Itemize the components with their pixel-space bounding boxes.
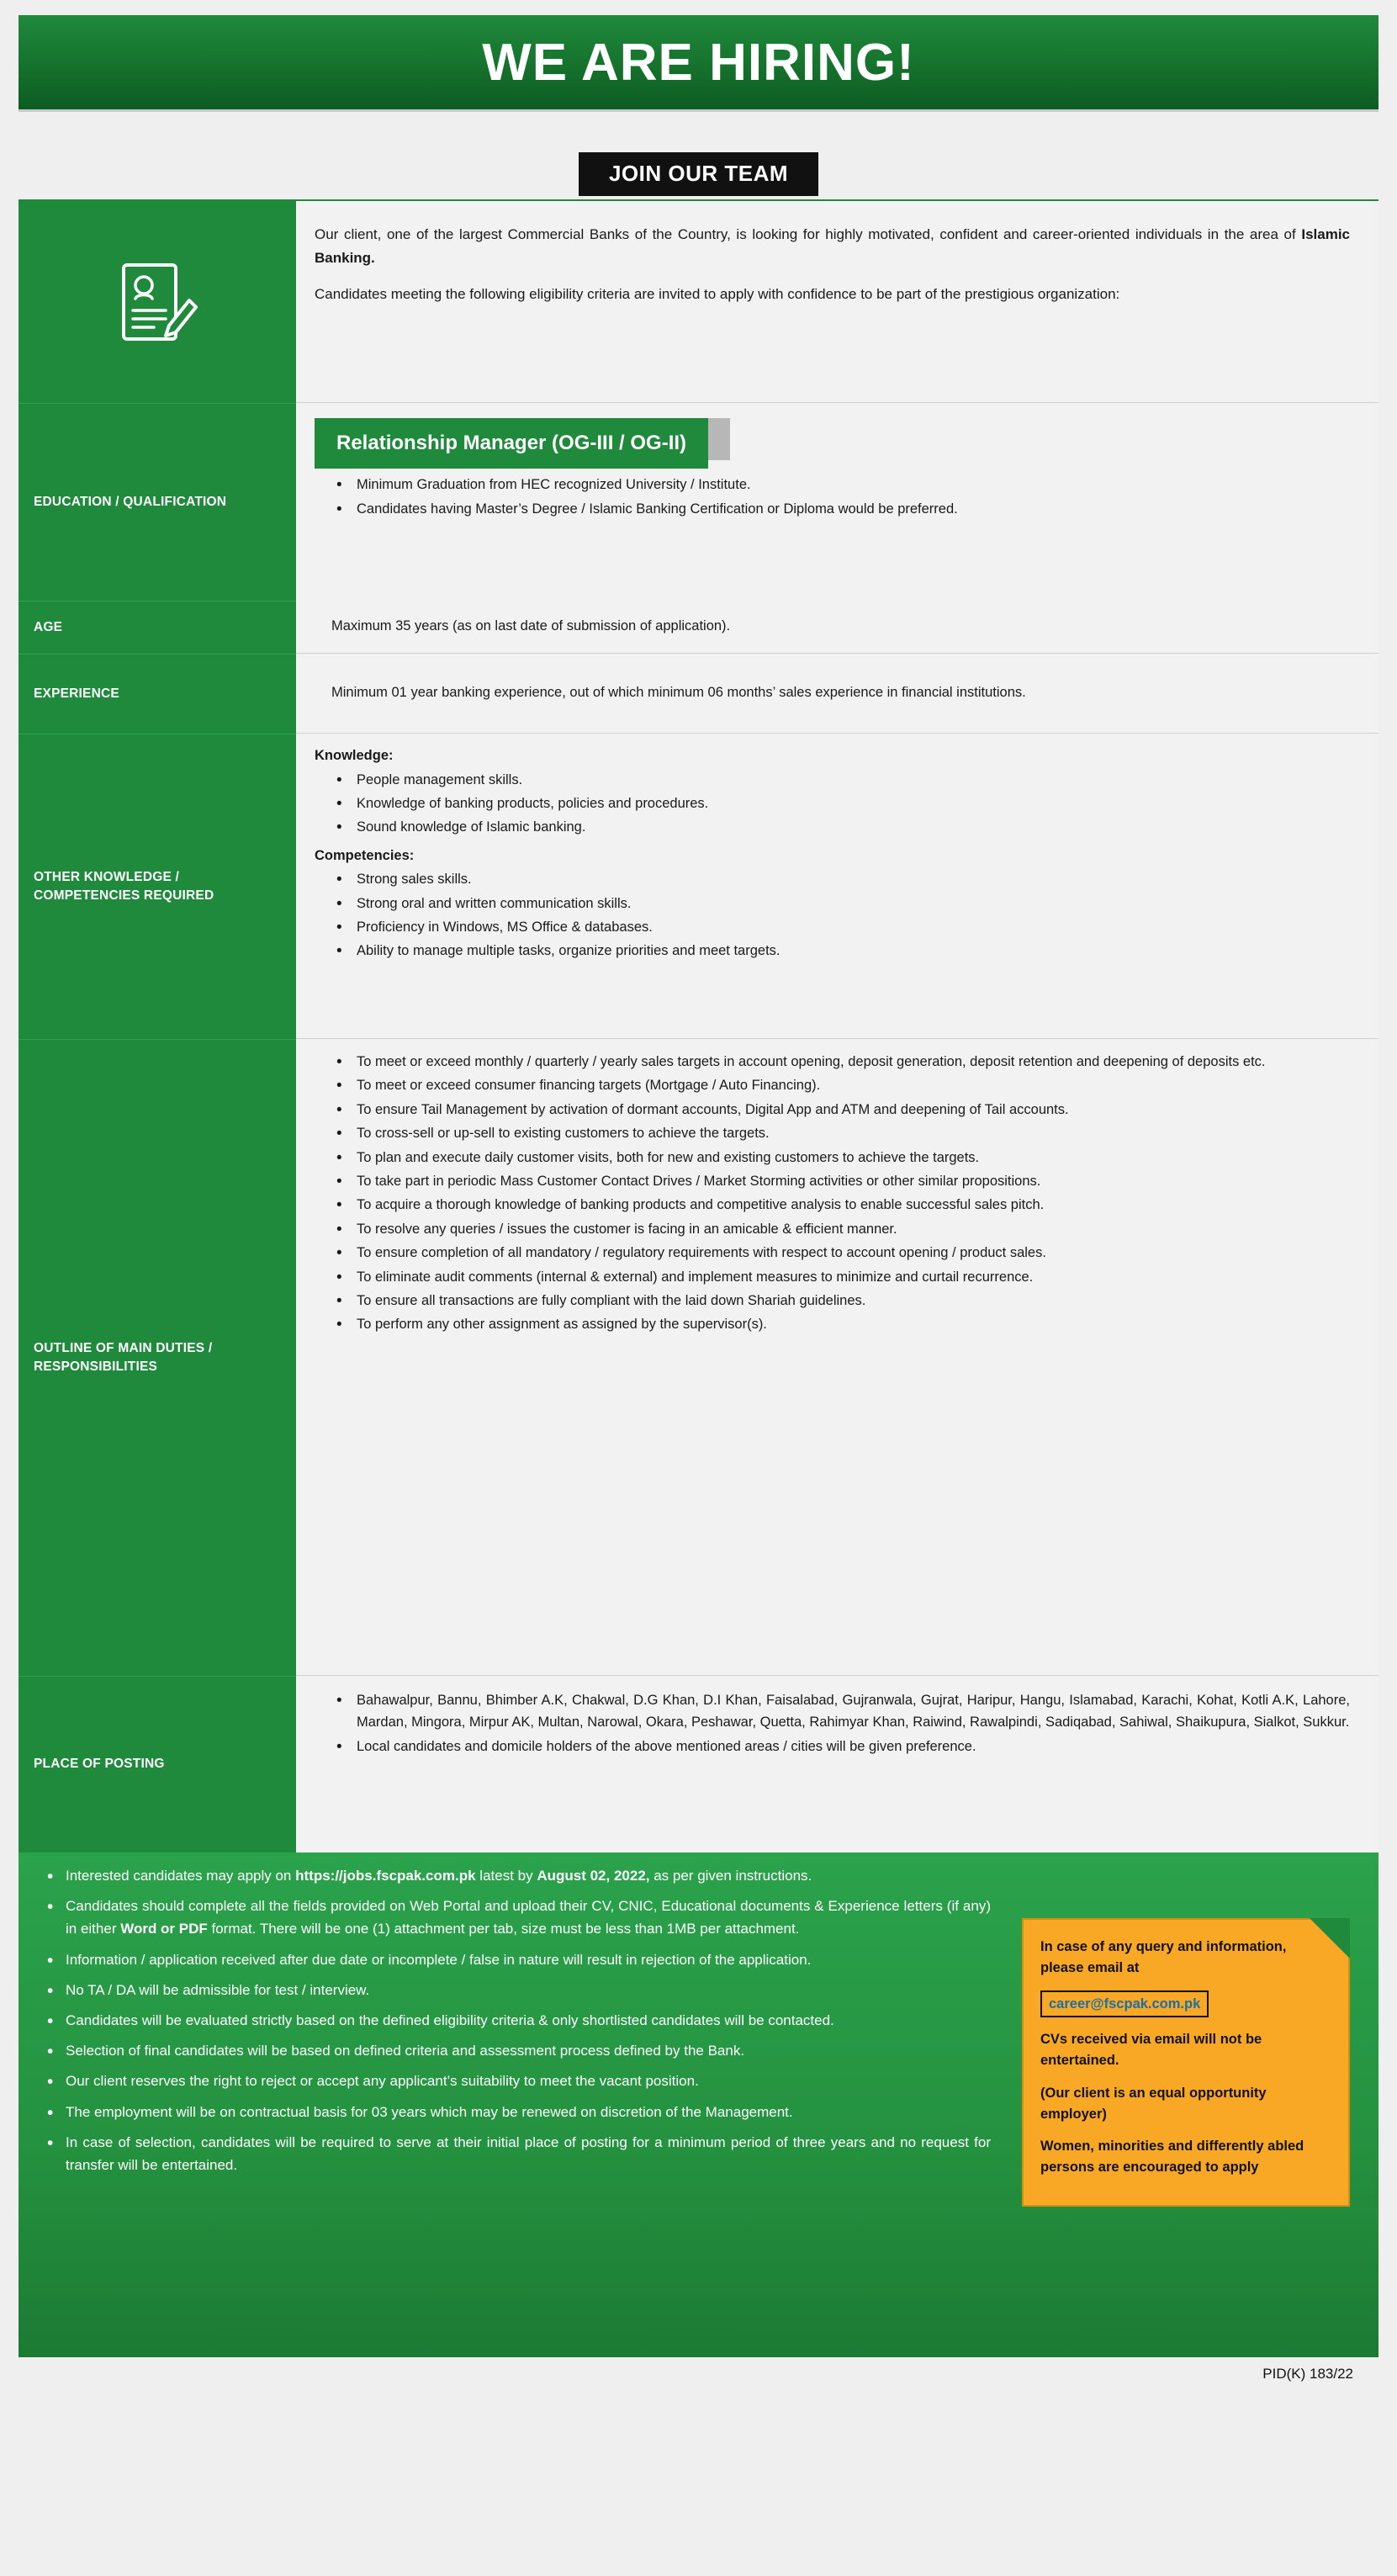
- note-email-wrap: [1040, 1990, 1333, 2018]
- role-banner-wrap: [315, 418, 1350, 469]
- label-duties: OUTLINE OF MAIN DUTIES / RESPONSIBILITIES: [19, 1040, 296, 1677]
- other-knowledge-cell: [296, 734, 1378, 1039]
- list-item: • Bahawalpur, Bannu, Bhimber A.K, Chakwal, D.G Khan, D.I Khan, Faisalabad, Gujranwala, Gujrat, Haripur, Hangu, Islamabad, Karachi, Kohat, Kotli A.K, Lahore, Mardan, Mingora, Mirpur AK, Multan, Narowal, Okara, Peshawar, Quetta, Rahimyar Khan, Raiwind, Rawalpindi, Sadiqabad, Sahiwal, Shaikupura, Sialkot, Sukkur.: [336, 1689, 1350, 1736]
- list-item: • To ensure Tail Management by activation of dormant accounts, Digital App and ATM and deepening of Tail accounts.: [336, 1099, 1350, 1122]
- list-item: • To perform any other assignment as assigned by the supervisor(s).: [336, 1313, 1350, 1337]
- instruction-item: [40, 1948, 991, 1979]
- knowledge-heading: Knowledge:: [315, 748, 394, 763]
- list-item: • Proficiency in Windows, MS Office & databases.: [336, 916, 1350, 940]
- note-line-1: In case of any query and information, please email at: [1040, 1939, 1287, 1975]
- label-education: EDUCATION / QUALIFICATION: [19, 404, 296, 602]
- header-banner: [19, 15, 1378, 112]
- role-title-banner: Relationship Manager (OG-III / OG-II): [315, 418, 708, 469]
- contact-email[interactable]: career@fscpak.com.pk: [1040, 1990, 1209, 2018]
- instruction-text: Selection of final candidates will be based on defined criteria and assessment process defined by the Bank.: [66, 2043, 745, 2059]
- list-item: • To acquire a thorough knowledge of banking products and competitive analysis to enable successful sales pitch.: [336, 1194, 1350, 1217]
- label-place-of-posting: PLACE OF POSTING: [34, 1757, 165, 1772]
- list-item: • To meet or exceed monthly / quarterly / yearly sales targets in account opening, deposit generation, deposit retention and deepening of deposits etc.: [336, 1051, 1350, 1074]
- list-item: • To ensure all transactions are fully compliant with the laid down Shariah guidelines.: [336, 1290, 1350, 1313]
- knowledge-list: [315, 769, 1350, 840]
- criteria-content-column: [296, 201, 1378, 1852]
- duties-list: [315, 1051, 1350, 1338]
- list-item: • Strong sales skills.: [336, 868, 1350, 892]
- list-item: • Ability to manage multiple tasks, organize priorities and meet targets.: [336, 940, 1350, 963]
- education-list: [315, 474, 1350, 522]
- instruction-text: Candidates will be evaluated strictly based on the defined eligibility criteria & only shortlisted candidates will be contacted.: [66, 2012, 834, 2028]
- page-title: WE ARE HIRING!: [482, 33, 915, 92]
- instruction-item: [40, 2009, 991, 2039]
- note-line-3: (Our client is an equal opportunity employer): [1040, 2085, 1267, 2122]
- education-cell: [296, 403, 1378, 601]
- join-our-team-ribbon: JOIN OUR TEAM: [579, 152, 818, 196]
- list-item: • To cross-sell or up-sell to existing customers to achieve the targets.: [336, 1122, 1350, 1146]
- header-spacer: [19, 112, 1378, 156]
- intro-p1-text: Our client, one of the largest Commercial Banks of the Country, is looking for highly motivated, confident and career-oriented individuals in the area of: [315, 226, 1302, 242]
- instruction-item: [40, 2101, 991, 2131]
- criteria-table: [19, 199, 1378, 1852]
- intro-paragraph-1: [315, 223, 1350, 269]
- instructions-list: [40, 1864, 991, 2184]
- label-experience: EXPERIENCE: [19, 655, 296, 734]
- note-line-4: Women, minorities and differently abled persons are encouraged to apply: [1040, 2139, 1304, 2175]
- instruction-emphasis: August 02, 2022,: [537, 1868, 650, 1884]
- duties-cell: [296, 1039, 1378, 1676]
- role-banner-arrow: [708, 418, 730, 460]
- list-item: • To eliminate audit comments (internal & external) and implement measures to minimize and curtail recurrence.: [336, 1266, 1350, 1290]
- list-item: • Knowledge of banking products, policies and procedures.: [336, 792, 1350, 816]
- intro-paragraphs: [296, 201, 1378, 403]
- list-item: • Sound knowledge of Islamic banking.: [336, 816, 1350, 840]
- list-item: • To plan and execute daily customer visits, both for new and existing customers to achieve the targets.: [336, 1147, 1350, 1170]
- note-line-2: CVs received via email will not be entertained.: [1040, 2032, 1262, 2068]
- list-item: • To take part in periodic Mass Customer Contact Drives / Market Storming activities or other similar propositions.: [336, 1170, 1350, 1194]
- experience-cell: Minimum 01 year banking experience, out of which minimum 06 months’ sales experience in financial institutions.: [296, 654, 1378, 734]
- place-of-posting-cell: [296, 1676, 1378, 1852]
- instruction-item: [40, 2070, 991, 2100]
- posting-list: [315, 1689, 1350, 1759]
- list-item: • To ensure completion of all mandatory / regulatory requirements with respect to account opening / product sales.: [336, 1242, 1350, 1265]
- instruction-item: [40, 1864, 991, 1895]
- resume-document-pen-icon: [19, 201, 296, 404]
- corner-fold-decoration: [1310, 1918, 1350, 1959]
- list-item: • To resolve any queries / issues the customer is facing in an amicable & efficient manner.: [336, 1218, 1350, 1242]
- list-item: • Local candidates and domicile holders of the above mentioned areas / cities will be given preference.: [336, 1736, 1350, 1759]
- list-item: • People management skills.: [336, 769, 1350, 792]
- instruction-text: as per given instructions.: [649, 1868, 812, 1884]
- instruction-emphasis: Word or PDF: [120, 1921, 208, 1937]
- instruction-item: [40, 1979, 991, 2009]
- pid-code: PID(K) 183/22: [1262, 2366, 1353, 2382]
- instruction-text: format. There will be one (1) attachment per tab, size must be less than 1MB per attachment.: [207, 1921, 800, 1937]
- join-our-team-wrap: [19, 156, 1378, 199]
- list-item: • Minimum Graduation from HEC recognized University / Institute.: [336, 474, 1350, 497]
- intro-paragraph-2: Candidates meeting the following eligibility criteria are invited to apply with confidence to be part of the prestigious organization:: [315, 286, 1120, 303]
- list-item: • Candidates having Master’s Degree / Islamic Banking Certification or Diploma would be preferred.: [336, 498, 1350, 522]
- label-age: AGE: [19, 602, 296, 655]
- instructions-footer: [19, 1852, 1378, 2357]
- age-cell: Maximum 35 years (as on last date of submission of application).: [296, 601, 1378, 654]
- instruction-item: [40, 2039, 991, 2070]
- instruction-text: No TA / DA will be admissible for test / interview.: [66, 1981, 370, 1998]
- instruction-text: Our client reserves the right to reject or accept any applicant’s suitability to meet the vacant position.: [66, 2073, 699, 2090]
- instruction-item: [40, 2131, 991, 2184]
- instruction-text: latest by: [475, 1868, 537, 1884]
- instruction-text: In case of selection, candidates will be required to serve at their initial place of posting for a minimum period of three years and no request for transfer will be entertained.: [66, 2133, 991, 2173]
- instruction-text: The employment will be on contractual basis for 03 years which may be renewed on discretion of the Management.: [66, 2103, 793, 2120]
- instruction-text: Candidates should complete all the fields provided on Web Portal and upload their CV, CNIC, Educational documents & Experience letters (if any) in either: [66, 1898, 991, 1937]
- instruction-item: [40, 1895, 991, 1948]
- competencies-list: [315, 868, 1350, 964]
- instruction-text: Information / application received after due date or incomplete / false in nature will result in rejection of the application.: [66, 1951, 812, 1968]
- label-other-knowledge: OTHER KNOWLEDGE / COMPETENCIES REQUIRED: [19, 734, 296, 1040]
- competencies-heading: Competencies:: [315, 847, 415, 863]
- list-item: • To meet or exceed consumer financing targets (Mortgage / Auto Financing).: [336, 1074, 1350, 1098]
- query-note-box: [1022, 1918, 1350, 2207]
- intro-p1-bold: Islamic Banking.: [315, 226, 1350, 266]
- criteria-label-column: [19, 201, 296, 1852]
- list-item: • Strong oral and written communication skills.: [336, 893, 1350, 916]
- instruction-emphasis: https://jobs.fscpak.com.pk: [295, 1868, 476, 1884]
- instruction-text: Interested candidates may apply on: [66, 1868, 296, 1884]
